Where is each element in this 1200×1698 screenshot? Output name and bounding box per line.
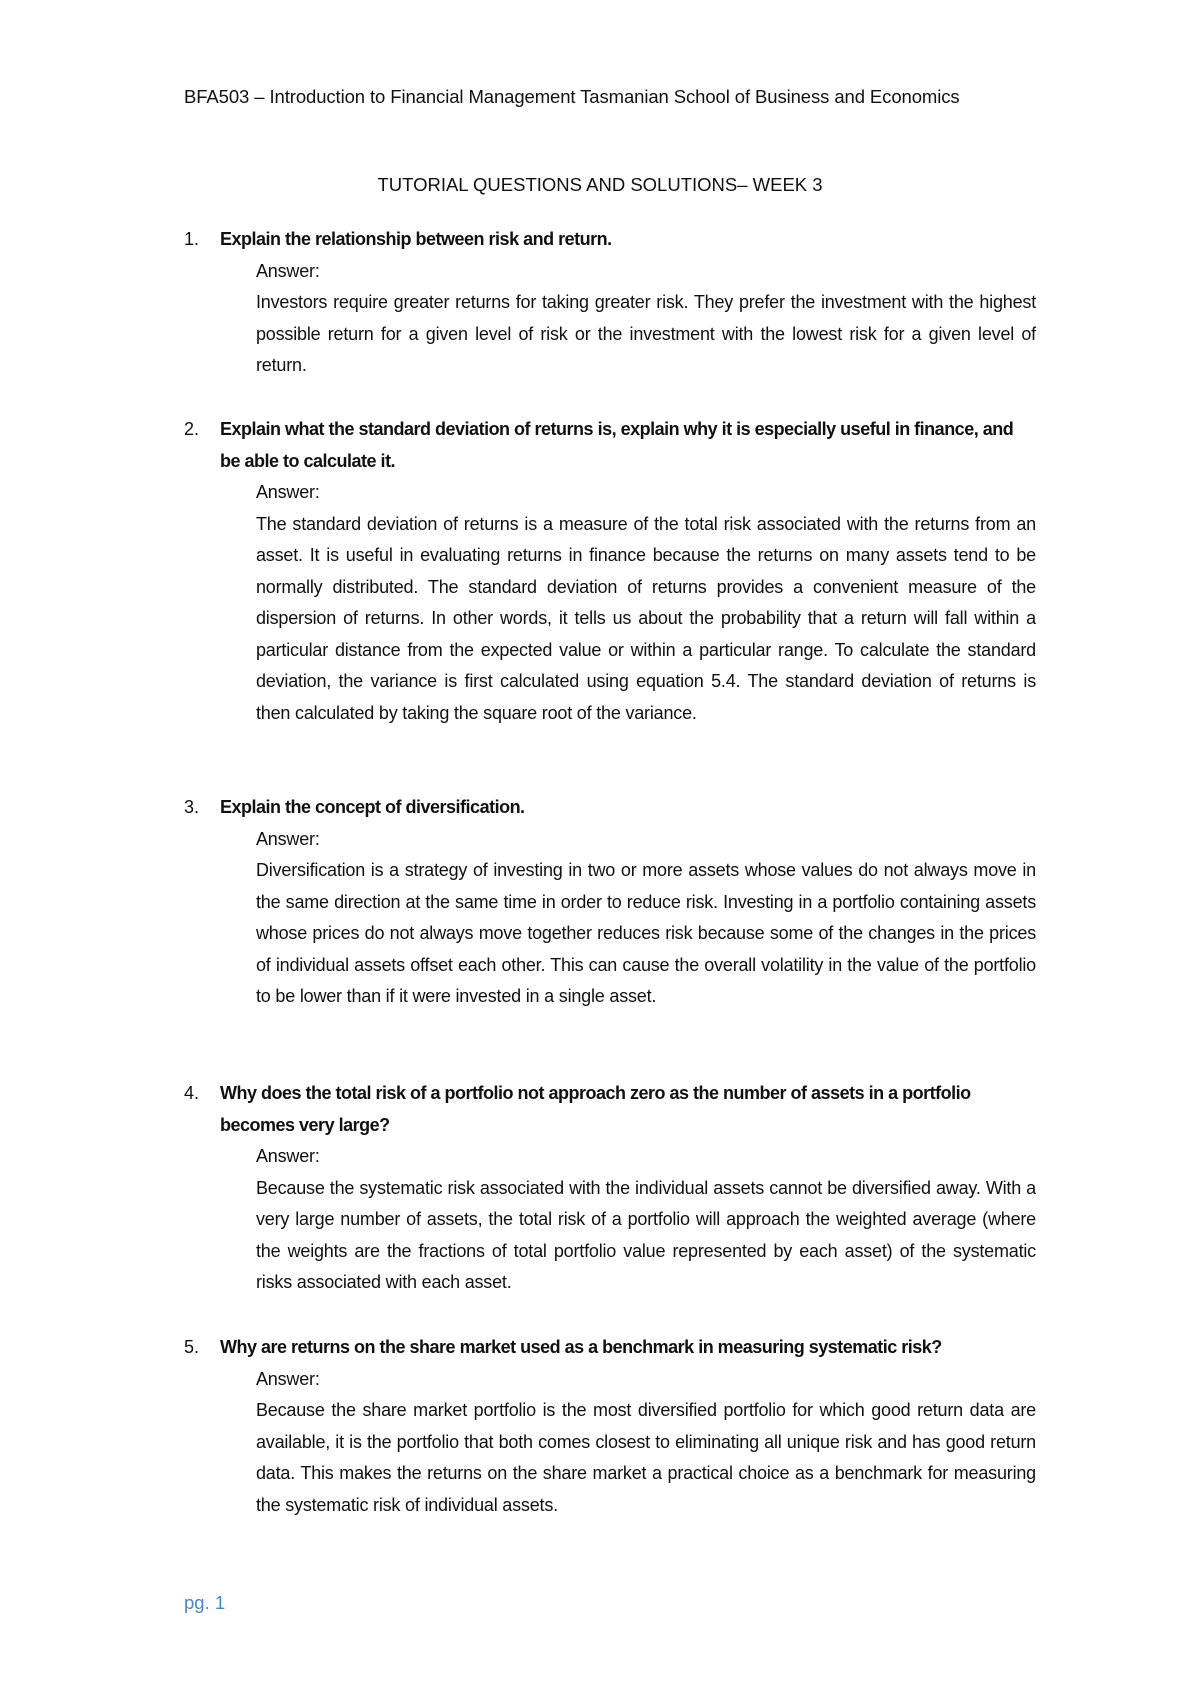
answer-label: Answer: (256, 1146, 320, 1166)
question-heading (184, 792, 1034, 824)
question-text: Explain the concept of diversification. (220, 797, 525, 817)
question-heading (184, 224, 1034, 256)
question-number: 2. (184, 419, 200, 439)
question-heading (184, 1078, 1035, 1141)
answer-text: Because the systematic risk associated with the individual assets cannot be diversified away. With a very large number of assets, the total risk of a portfolio will approach the weighted average (where the weights are the fractions of total portfolio value represented by each asset) of the systematic risks associated with each asset. (256, 1177, 1036, 1292)
question-text: Why are returns on the share market used as a benchmark in measuring systematic risk? (220, 1337, 942, 1357)
question-4 (184, 1078, 1034, 1299)
question-text: Explain what the standard deviation of returns is, explain why it is especially useful in finance, and be able to calculate it. (220, 419, 1014, 471)
answer-block (256, 1141, 1036, 1299)
question-text: Explain the relationship between risk and return. (220, 229, 612, 249)
answer-text: The standard deviation of returns is a measure of the total risk associated with the returns from an asset. It is useful in evaluating returns in finance because the returns on many assets tend to be normally distributed. The standard deviation of returns provides a convenient measure of the dispersion of returns. In other words, it tells us about the probability that a return will fall within a particular distance from the expected value or within a particular range. To calculate the standard deviation, the variance is first calculated using equation 5.4. The standard deviation of returns is then calculated by taking the square root of the variance. (256, 513, 1036, 723)
question-heading (184, 414, 1035, 477)
answer-block (256, 824, 1036, 1013)
answer-label: Answer: (256, 1368, 320, 1389)
question-number: 3. (184, 797, 200, 817)
page-number: pg. 1 (184, 1592, 226, 1613)
question-heading (184, 1332, 1034, 1364)
answer-label: Answer: (256, 260, 320, 281)
question-2 (184, 414, 1034, 729)
question-text: Why does the total risk of a portfolio not approach zero as the number of assets in a portfolio becomes very large? (220, 1083, 971, 1135)
answer-block (256, 256, 1036, 382)
answer-block (256, 1364, 1036, 1522)
answer-text: Diversification is a strategy of investing in two or more assets whose values do not always move in the same direction at the same time in order to reduce risk. Investing in a portfolio containing assets whose prices do not always move together reduces risk because some of the changes in the prices of individual assets offset each other. This can cause the overall volatility in the value of the portfolio to be lower than if it were invested in a single asset. (256, 860, 1036, 1006)
question-5 (184, 1332, 1034, 1521)
answer-text: Because the share market portfolio is the most diversified portfolio for which good return data are available, it is the portfolio that both comes closest to eliminating all unique risk and has good return data. This makes the returns on the share market a practical choice as a benchmark for measuring the systematic risk of individual assets. (256, 1400, 1036, 1515)
question-number: 1. (184, 229, 200, 249)
question-number: 5. (184, 1337, 200, 1357)
answer-block (256, 477, 1036, 729)
page-title: TUTORIAL QUESTIONS AND SOLUTIONS– WEEK 3 (377, 174, 823, 195)
answer-text: Investors require greater returns for taking greater risk. They prefer the investment with the highest possible return for a given level of risk or the investment with the lowest risk for a given level of return. (256, 292, 1036, 375)
question-1 (184, 224, 1034, 382)
question-number: 4. (184, 1083, 200, 1103)
answer-label: Answer: (256, 828, 320, 849)
page-header: BFA503 – Introduction to Financial Management Tasmanian School of Business and Economics (184, 86, 960, 107)
question-3 (184, 792, 1034, 1013)
answer-label: Answer: (256, 482, 320, 502)
